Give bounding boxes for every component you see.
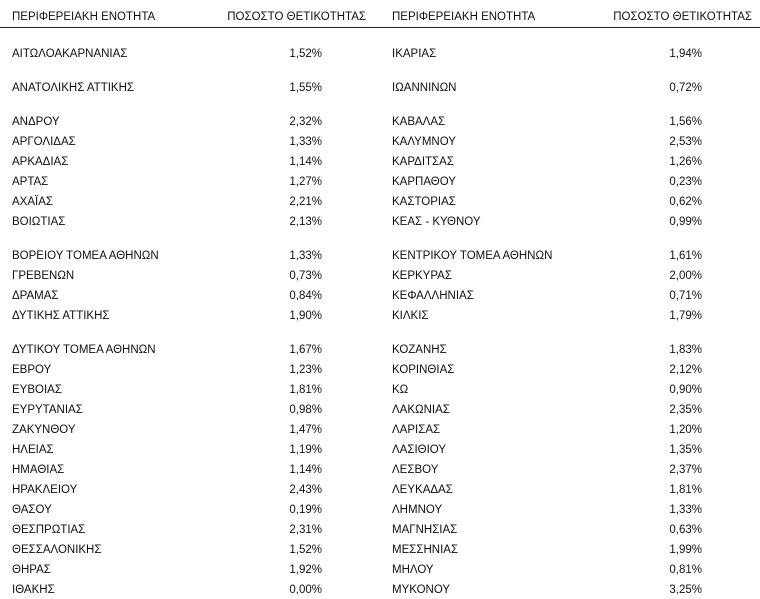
positivity-rate: 0,00%: [289, 584, 322, 596]
region-name: ΘΕΣΣΑΛΟΝΙΚΗΣ: [12, 544, 102, 556]
table-row: [380, 45, 760, 63]
region-name: ΑΡΓΟΛΙΔΑΣ: [12, 136, 76, 148]
table-row: [380, 481, 760, 499]
table-row: [380, 193, 760, 211]
region-name: ΜΥΚΟΝΟΥ: [392, 584, 451, 596]
region-name: ΚΩ: [392, 384, 409, 396]
table-row: [380, 461, 760, 479]
region-name: ΗΜΑΘΙΑΣ: [12, 464, 65, 476]
positivity-rate: 0,72%: [669, 82, 702, 94]
positivity-rate: 0,81%: [669, 564, 702, 576]
region-name: ΚΟΖΑΝΗΣ: [392, 344, 447, 356]
region-name: ΙΘΑΚΗΣ: [12, 584, 55, 596]
table-row: [0, 401, 380, 419]
region-name: ΑΝΑΤΟΛΙΚΗΣ ΑΤΤΙΚΗΣ: [12, 82, 135, 94]
region-name: ΚΕΦΑΛΛΗΝΙΑΣ: [392, 290, 474, 302]
region-name: ΚΕΝΤΡΙΚΟΥ ΤΟΜΕΑ ΑΘΗΝΩΝ: [392, 250, 553, 262]
table-row: [0, 441, 380, 459]
positivity-rate: 1,67%: [289, 344, 322, 356]
table-row: [380, 421, 760, 439]
region-name: ΚΕΡΚΥΡΑΣ: [392, 270, 452, 282]
right-table: [380, 0, 760, 596]
region-name: ΚΑΡΠΑΘΟΥ: [392, 176, 456, 188]
region-name: ΛΑΣΙΘΙΟΥ: [392, 444, 447, 456]
table-row: [0, 341, 380, 359]
positivity-rate: 1,56%: [669, 116, 702, 128]
region-name: ΑΝΔΡΟΥ: [12, 116, 60, 128]
column-header-region: ΠΕΡΙΦΕΡΕΙΑΚΗ ΕΝΟΤΗΤΑ: [12, 11, 156, 23]
region-name: ΒΟΡΕΙΟΥ ΤΟΜΕΑ ΑΘΗΝΩΝ: [12, 250, 159, 262]
region-name: ΖΑΚΥΝΘΟΥ: [12, 424, 76, 436]
table-row: [380, 153, 760, 171]
table-row: [380, 361, 760, 379]
positivity-rate: 0,98%: [289, 404, 322, 416]
positivity-rate: 1,33%: [669, 504, 702, 516]
positivity-rate: 2,00%: [669, 270, 702, 282]
positivity-rate: 1,99%: [669, 544, 702, 556]
region-name: ΗΡΑΚΛΕΙΟΥ: [12, 484, 78, 496]
table-row: [0, 173, 380, 191]
positivity-rate: 3,25%: [669, 584, 702, 596]
region-name: ΗΛΕΙΑΣ: [12, 444, 54, 456]
table-row: [380, 541, 760, 559]
table-row: [380, 287, 760, 305]
region-name: ΑΡΚΑΔΙΑΣ: [12, 156, 69, 168]
table-row: [0, 133, 380, 151]
positivity-rate: 0,23%: [669, 176, 702, 188]
region-name: ΕΒΡΟΥ: [12, 364, 52, 376]
positivity-rate: 0,90%: [669, 384, 702, 396]
positivity-rate: 1,81%: [669, 484, 702, 496]
table-row: [380, 341, 760, 359]
region-name: ΕΥΡΥΤΑΝΙΑΣ: [12, 404, 83, 416]
positivity-rate: 1,55%: [289, 82, 322, 94]
table-row: [380, 381, 760, 399]
region-name: ΚΑΛΥΜΝΟΥ: [392, 136, 456, 148]
region-name: ΙΩΑΝΝΙΝΩΝ: [392, 82, 457, 94]
positivity-rate: 1,33%: [289, 136, 322, 148]
positivity-rate: 1,52%: [289, 544, 322, 556]
positivity-rate: 2,53%: [669, 136, 702, 148]
region-name: ΛΑΡΙΣΑΣ: [392, 424, 441, 436]
table-row: [380, 441, 760, 459]
table-row: [380, 213, 760, 231]
column-header-positivity: ΠΟΣΟΣΤΟ ΘΕΤΙΚΟΤΗΤΑΣ: [613, 11, 752, 23]
region-name: ΓΡΕΒΕΝΩΝ: [12, 270, 75, 282]
region-name: ΔΥΤΙΚΗΣ ΑΤΤΙΚΗΣ: [12, 310, 110, 322]
positivity-rate: 1,47%: [289, 424, 322, 436]
positivity-rate: 1,81%: [289, 384, 322, 396]
positivity-rate: 1,19%: [289, 444, 322, 456]
table-row: [0, 307, 380, 325]
region-name: ΔΥΤΙΚΟΥ ΤΟΜΕΑ ΑΘΗΝΩΝ: [12, 344, 156, 356]
positivity-rate: 1,90%: [289, 310, 322, 322]
positivity-rate: 0,71%: [669, 290, 702, 302]
region-name: ΛΗΜΝΟΥ: [392, 504, 443, 516]
region-name: ΛΑΚΩΝΙΑΣ: [392, 404, 450, 416]
positivity-rate: 2,12%: [669, 364, 702, 376]
positivity-rate: 1,20%: [669, 424, 702, 436]
region-name: ΕΥΒΟΙΑΣ: [12, 384, 62, 396]
positivity-rate: 1,26%: [669, 156, 702, 168]
positivity-rate: 1,35%: [669, 444, 702, 456]
table-row: [0, 113, 380, 131]
positivity-rate: 0,99%: [669, 216, 702, 228]
positivity-rate: 1,52%: [289, 48, 322, 60]
table-row: [0, 267, 380, 285]
table-row: [0, 481, 380, 499]
column-header-region: ΠΕΡΙΦΕΡΕΙΑΚΗ ΕΝΟΤΗΤΑ: [392, 11, 536, 23]
positivity-rate: 1,27%: [289, 176, 322, 188]
region-name: ΚΙΛΚΙΣ: [392, 310, 429, 322]
region-name: ΚΟΡΙΝΘΙΑΣ: [392, 364, 455, 376]
positivity-rate: 2,21%: [289, 196, 322, 208]
region-name: ΚΕΑΣ - ΚΥΘΝΟΥ: [392, 216, 481, 228]
left-table-header: [0, 7, 380, 28]
table-row: [380, 247, 760, 265]
table-row: [380, 581, 760, 599]
region-name: ΜΕΣΣΗΝΙΑΣ: [392, 544, 459, 556]
table-row: [0, 247, 380, 265]
region-name: ΑΙΤΩΛΟΑΚΑΡΝΑΝΙΑΣ: [12, 48, 128, 60]
table-row: [380, 401, 760, 419]
region-name: ΛΕΣΒΟΥ: [392, 464, 439, 476]
positivity-rate: 1,23%: [289, 364, 322, 376]
positivity-rate: 0,62%: [669, 196, 702, 208]
positivity-rate: 0,63%: [669, 524, 702, 536]
table-row: [0, 501, 380, 519]
table-row: [380, 113, 760, 131]
positivity-rate: 2,32%: [289, 116, 322, 128]
region-name: ΛΕΥΚΑΔΑΣ: [392, 484, 453, 496]
column-header-positivity: ΠΟΣΟΣΤΟ ΘΕΤΙΚΟΤΗΤΑΣ: [227, 11, 366, 23]
positivity-rate: 0,84%: [289, 290, 322, 302]
region-name: ΜΗΛΟΥ: [392, 564, 434, 576]
table-row: [380, 79, 760, 97]
table-row: [380, 173, 760, 191]
table-row: [0, 193, 380, 211]
region-name: ΔΡΑΜΑΣ: [12, 290, 59, 302]
positivity-rate: 2,43%: [289, 484, 322, 496]
table-row: [380, 267, 760, 285]
region-name: ΚΑΒΑΛΑΣ: [392, 116, 446, 128]
positivity-rate: 2,13%: [289, 216, 322, 228]
table-row: [0, 581, 380, 599]
table-row: [0, 381, 380, 399]
region-name: ΘΗΡΑΣ: [12, 564, 51, 576]
region-name: ΚΑΡΔΙΤΣΑΣ: [392, 156, 454, 168]
right-table-header: [380, 7, 760, 28]
region-name: ΒΟΙΩΤΙΑΣ: [12, 216, 66, 228]
positivity-rate: 0,19%: [289, 504, 322, 516]
region-name: ΜΑΓΝΗΣΙΑΣ: [392, 524, 458, 536]
region-name: ΘΕΣΠΡΩΤΙΑΣ: [12, 524, 86, 536]
region-name: ΑΧΑΪΑΣ: [12, 196, 53, 208]
table-row: [0, 45, 380, 63]
positivity-rate: 0,73%: [289, 270, 322, 282]
positivity-rate: 1,14%: [289, 156, 322, 168]
positivity-rate: 2,37%: [669, 464, 702, 476]
positivity-rate: 1,33%: [289, 250, 322, 262]
positivity-rate: 1,94%: [669, 48, 702, 60]
positivity-rate: 2,35%: [669, 404, 702, 416]
positivity-rate: 2,31%: [289, 524, 322, 536]
region-name: ΘΑΣΟΥ: [12, 504, 52, 516]
region-name: ΚΑΣΤΟΡΙΑΣ: [392, 196, 456, 208]
table-row: [0, 461, 380, 479]
table-row: [380, 307, 760, 325]
left-table: [0, 0, 380, 596]
table-row: [0, 153, 380, 171]
table-row: [380, 561, 760, 579]
table-row: [0, 521, 380, 539]
positivity-rate: 1,79%: [669, 310, 702, 322]
positivity-rate: 1,14%: [289, 464, 322, 476]
table-row: [0, 287, 380, 305]
positivity-rate: 1,61%: [669, 250, 702, 262]
table-row: [0, 541, 380, 559]
table-row: [0, 561, 380, 579]
region-name: ΑΡΤΑΣ: [12, 176, 49, 188]
positivity-rate: 1,92%: [289, 564, 322, 576]
table-row: [380, 501, 760, 519]
table-row: [380, 521, 760, 539]
table-row: [0, 213, 380, 231]
table-row: [380, 133, 760, 151]
table-row: [0, 421, 380, 439]
region-name: ΙΚΑΡΙΑΣ: [392, 48, 437, 60]
positivity-rate: 1,83%: [669, 344, 702, 356]
table-row: [0, 79, 380, 97]
table-row: [0, 361, 380, 379]
